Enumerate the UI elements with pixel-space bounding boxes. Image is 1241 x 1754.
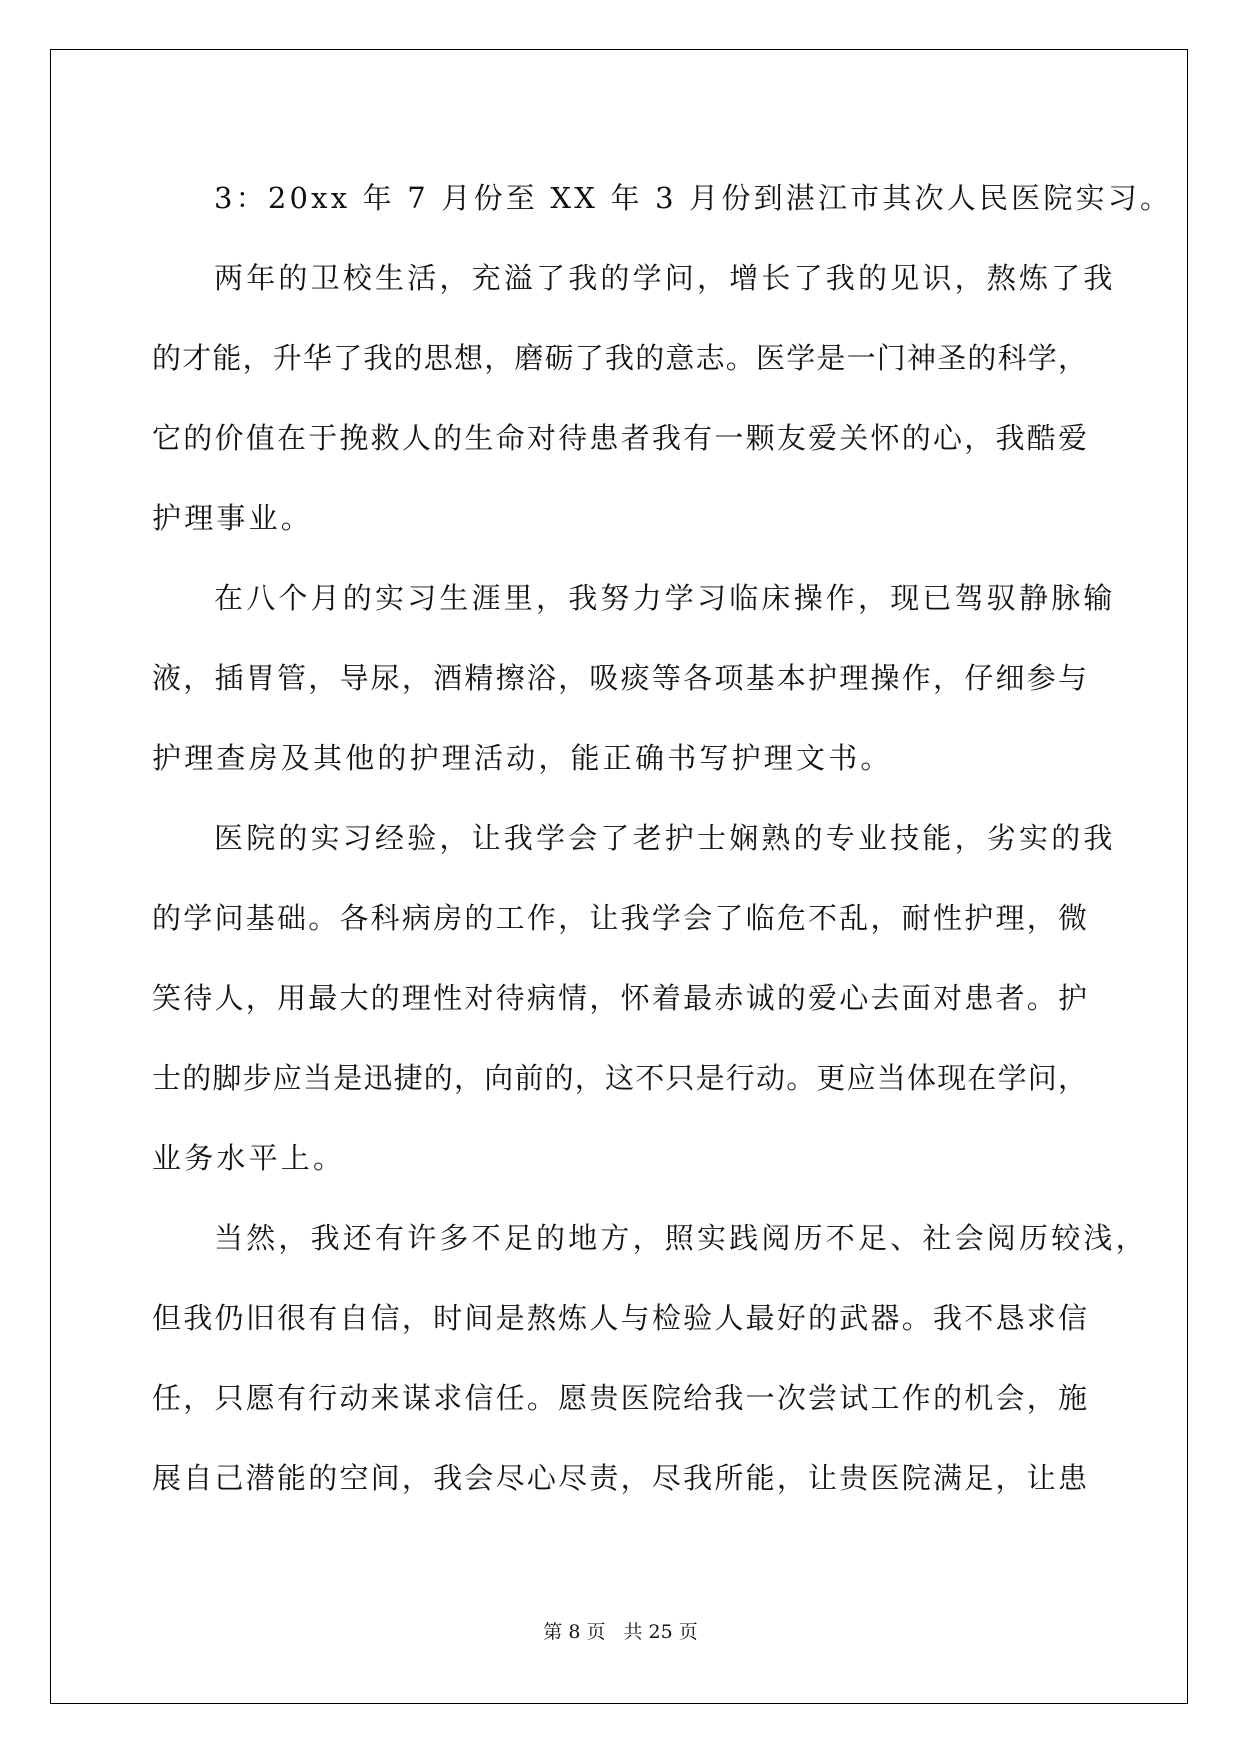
body-line: 任，只愿有行动来谋求信任。愿贵医院给我一次尝试工作的机会，施	[152, 1381, 1087, 1415]
body-line: 当然，我还有许多不足的地方，照实践阅历不足、社会阅历较浅，	[214, 1221, 1148, 1255]
body-line: 它的价值在于挽救人的生命对待患者我有一颗友爱关怀的心，我酷爱	[152, 421, 1087, 455]
body-line: 展自己潜能的空间，我会尽心尽责，尽我所能，让贵医院满足，让患	[152, 1461, 1087, 1495]
body-line: 业务水平上。	[152, 1141, 346, 1175]
body-line: 护理事业。	[152, 501, 314, 535]
body-line: 士的脚步应当是迅捷的，向前的，这不只是行动。更应当体现在学问，	[152, 1061, 1087, 1095]
body-line: 两年的卫校生活，充溢了我的学问，增长了我的见识，熬炼了我	[214, 261, 1116, 295]
body-line: 在八个月的实习生涯里，我努力学习临床操作，现已驾驭静脉输	[214, 581, 1116, 615]
body-line: 液，插胃管，导尿，酒精擦浴，吸痰等各项基本护理操作，仔细参与	[152, 661, 1087, 695]
page-number: 第 8 页	[543, 1621, 606, 1643]
body-line: 3：20xx 年 7 月份至 XX 年 3 月份到湛江市其次人民医院实习。	[214, 181, 1173, 215]
body-line: 但我仍旧很有自信，时间是熬炼人与检验人最好的武器。我不恳求信	[152, 1301, 1087, 1335]
body-line: 护理查房及其他的护理活动，能正确书写护理文书。	[152, 741, 893, 775]
page-total: 共 25 页	[623, 1621, 698, 1643]
document-body	[152, 158, 1173, 1518]
body-line: 的学问基础。各科病房的工作，让我学会了临危不乱，耐性护理，微	[152, 901, 1087, 935]
page-footer	[0, 1617, 1241, 1644]
body-line: 的才能，升华了我的思想，磨砺了我的意志。医学是一门神圣的科学，	[152, 341, 1087, 375]
body-line: 医院的实习经验，让我学会了老护士娴熟的专业技能，劣实的我	[214, 821, 1116, 855]
body-line: 笑待人，用最大的理性对待病情，怀着最赤诚的爱心去面对患者。护	[152, 981, 1087, 1015]
